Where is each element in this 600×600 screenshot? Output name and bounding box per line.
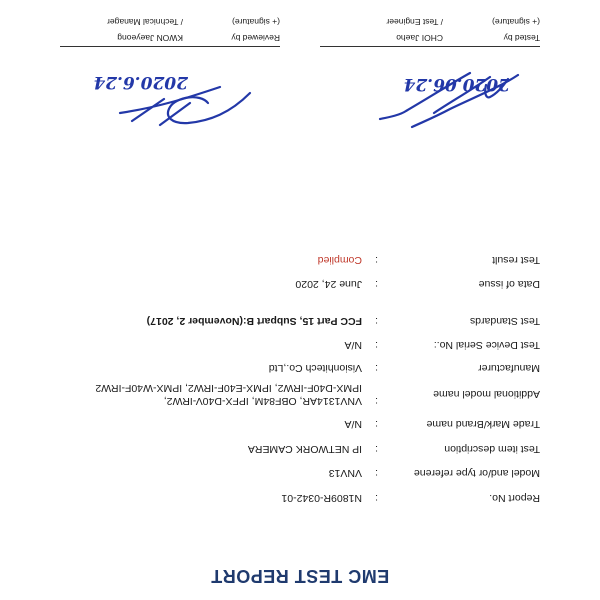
signature-note: (+ signature) bbox=[232, 17, 280, 27]
field-label: Test Standards bbox=[469, 315, 540, 327]
signature-line bbox=[320, 46, 540, 47]
signer-title: / Test Engineer bbox=[386, 17, 443, 27]
field-label: Test item description bbox=[444, 443, 540, 455]
field-value-line1: VNV1314AR, OBF84M, IPFX-D40V-IRW2, bbox=[163, 395, 362, 407]
signer-title: / Technical Manager bbox=[107, 17, 183, 27]
field-colon: : bbox=[375, 278, 378, 290]
field-label: Additional model name bbox=[433, 388, 540, 400]
field-colon: : bbox=[375, 492, 378, 504]
field-colon: : bbox=[375, 362, 378, 374]
field-label: Model and/or type referene bbox=[413, 467, 540, 479]
signature-date-tested: 2020.06.24 bbox=[403, 74, 510, 94]
field-label: Data of issue bbox=[478, 278, 540, 290]
signature-line bbox=[60, 46, 280, 47]
signer-name: CHOI Jaeho bbox=[396, 33, 443, 43]
field-label: Test result bbox=[492, 254, 540, 266]
signer-name: KWON Jaeyeong bbox=[117, 33, 183, 43]
field-colon: : bbox=[375, 418, 378, 430]
field-value-line2: IPMX-D40F-IRW2, IPMX-E40F-IRW2, IPMX-W40F-IRW2 bbox=[95, 382, 362, 394]
signature-date-reviewed: 2020.6.24 bbox=[93, 72, 188, 92]
field-label: Trade Mark/Brand name bbox=[426, 418, 540, 430]
signature-block-tested bbox=[320, 14, 540, 139]
field-value: IP NETWORK CAMERA bbox=[247, 443, 362, 455]
field-value: N1809R-0342-01 bbox=[281, 492, 362, 504]
field-colon: : bbox=[375, 339, 378, 351]
field-colon: : bbox=[375, 395, 378, 407]
result-value: Complied bbox=[317, 254, 362, 266]
field-label: Test Device Serial No.: bbox=[433, 339, 540, 351]
field-colon: : bbox=[375, 254, 378, 266]
field-label: Report No. bbox=[489, 492, 540, 504]
field-value: N/A bbox=[344, 418, 362, 430]
signer-role: Reviewed by bbox=[231, 33, 280, 43]
field-value: June 24, 2020 bbox=[295, 278, 362, 290]
signer-role: Tested by bbox=[503, 33, 540, 43]
field-label: Manufacturer bbox=[478, 362, 540, 374]
report-title: EMC TEST REPORT bbox=[210, 566, 390, 586]
signature-block-reviewed bbox=[60, 14, 280, 139]
field-colon: : bbox=[375, 443, 378, 455]
field-value: FCC Part 15, Subpart B:(November 2, 2017) bbox=[146, 315, 362, 327]
field-value: N/A bbox=[344, 339, 362, 351]
field-value: Visionhitech Co.,Ltd bbox=[268, 362, 362, 374]
field-colon: : bbox=[375, 315, 378, 327]
signature-note: (+ signature) bbox=[492, 17, 540, 27]
field-colon: : bbox=[375, 467, 378, 479]
field-value: VNV13 bbox=[328, 467, 362, 479]
